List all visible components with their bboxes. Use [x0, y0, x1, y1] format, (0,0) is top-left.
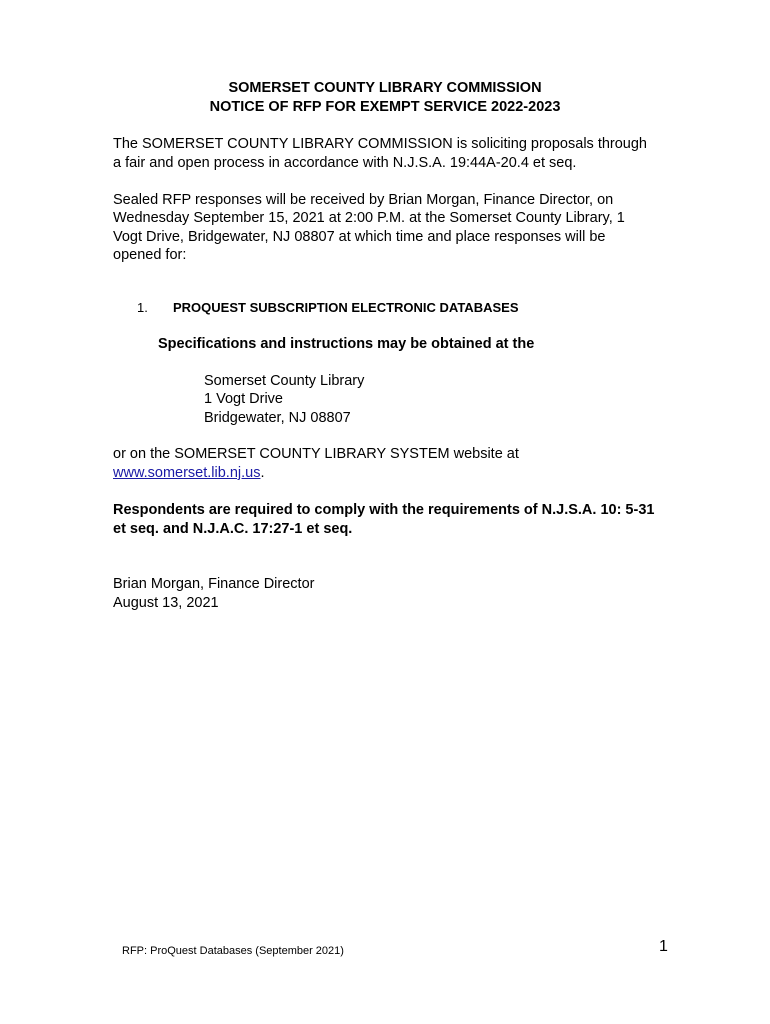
- item-label: PROQUEST SUBSCRIPTION ELECTRONIC DATABASES: [173, 300, 519, 315]
- item-number: 1.: [137, 300, 148, 315]
- sealed-line-1: Sealed RFP responses will be received by Brian Morgan, Finance Director, on: [113, 192, 614, 208]
- heading-line-2: NOTICE OF RFP FOR EXEMPT SERVICE 2022-2023: [209, 99, 561, 115]
- website-line: or on the SOMERSET COUNTY LIBRARY SYSTEM website at: [113, 446, 519, 462]
- intro-line-2: a fair and open process in accordance with N.J.S.A. 19:44A-20.4 et seq.: [113, 155, 577, 171]
- specs-text: Specifications and instructions may be obtained at the: [158, 336, 535, 352]
- sealed-line-3: Vogt Drive, Bridgewater, NJ 08807 at which time and place responses will be: [113, 229, 606, 245]
- address-city: Bridgewater, NJ 08807: [204, 410, 351, 426]
- heading-line-1: SOMERSET COUNTY LIBRARY COMMISSION: [228, 80, 542, 96]
- sealed-line-4: opened for:: [113, 247, 187, 263]
- address-street: 1 Vogt Drive: [204, 391, 283, 407]
- compliance-line-2: et seq. and N.J.A.C. 17:27-1 et seq.: [113, 521, 353, 537]
- address-name: Somerset County Library: [204, 373, 365, 389]
- intro-line-1: The SOMERSET COUNTY LIBRARY COMMISSION is soliciting proposals through: [113, 136, 647, 152]
- website-period: .: [260, 465, 265, 481]
- sealed-line-2: Wednesday September 15, 2021 at 2:00 P.M. at the Somerset County Library, 1: [113, 210, 625, 226]
- page-number: 1: [659, 938, 668, 955]
- footer-text: RFP: ProQuest Databases (September 2021): [122, 945, 344, 957]
- website-link-line: [113, 464, 693, 483]
- website-link[interactable]: www.somerset.lib.nj.us: [113, 465, 261, 481]
- compliance-line-1: Respondents are required to comply with the requirements of N.J.S.A. 10: 5-31: [113, 502, 655, 518]
- signature-date: August 13, 2021: [113, 595, 219, 611]
- signature-name: Brian Morgan, Finance Director: [113, 576, 315, 592]
